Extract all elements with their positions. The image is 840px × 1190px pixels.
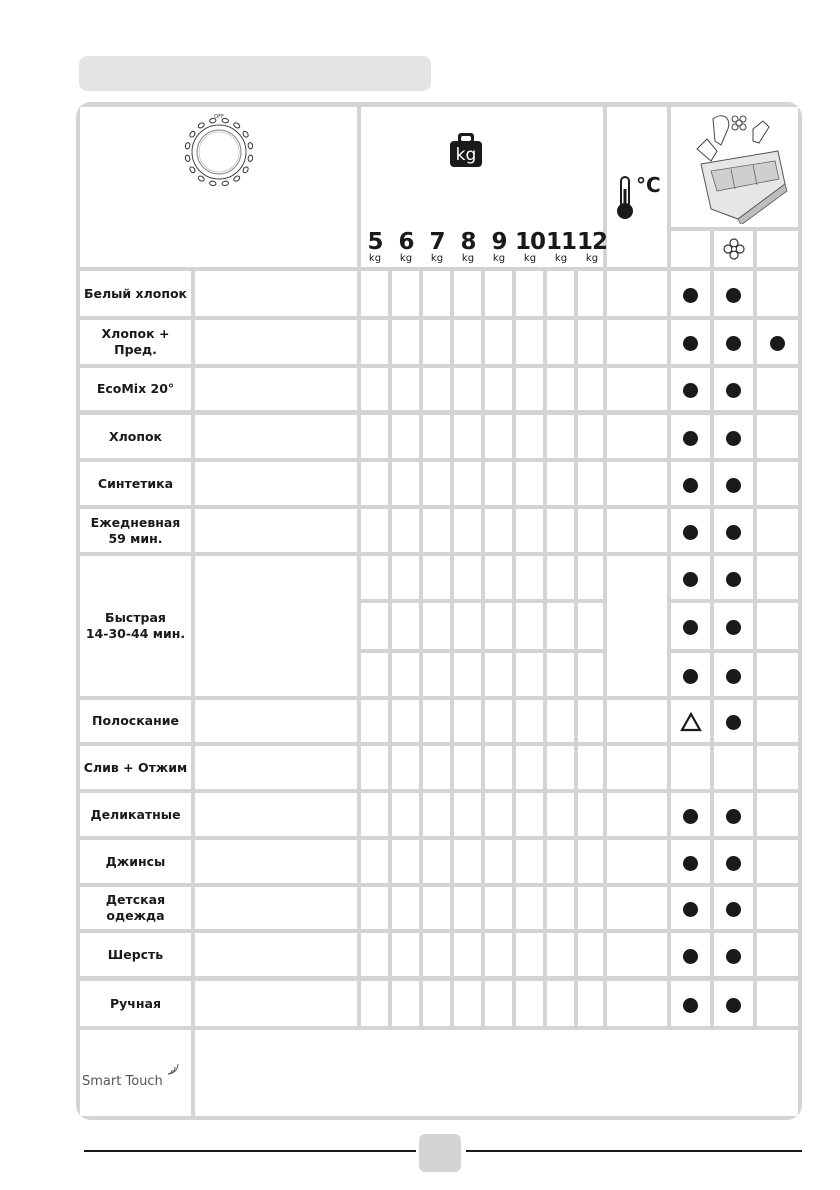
dosage-dot-icon <box>683 525 698 540</box>
dosage-dot-icon <box>683 902 698 917</box>
load-capacity-10 <box>515 231 545 265</box>
program-temperature-cell <box>607 509 667 552</box>
program-name: Хлопок <box>108 428 163 444</box>
load-cell <box>516 981 543 1026</box>
dial-led-icon <box>222 181 229 187</box>
program-name: Быстрая 14-30-44 мин. <box>85 610 186 641</box>
load-cell <box>454 271 481 316</box>
load-cell <box>516 462 543 505</box>
dosage-dot-icon <box>726 809 741 824</box>
program-temperature-cell <box>607 793 667 836</box>
load-cell <box>578 271 603 316</box>
load-cell <box>516 887 543 929</box>
temperature-header-cell <box>607 107 667 267</box>
load-capacity-5 <box>360 231 390 265</box>
smart-touch-description-cell <box>195 1030 798 1116</box>
dosage-cell <box>757 840 798 883</box>
load-cell <box>485 368 512 410</box>
dial-led-icon <box>197 122 205 129</box>
dosage-cell <box>757 509 798 552</box>
load-number: 8 <box>460 229 476 255</box>
load-cell <box>547 271 574 316</box>
program-temperature-cell <box>607 415 667 458</box>
load-cell <box>454 556 481 599</box>
load-cell <box>578 887 603 929</box>
load-cell <box>361 793 388 836</box>
dosage-cell <box>757 603 798 649</box>
load-cell <box>361 368 388 410</box>
load-number: 9 <box>491 229 507 255</box>
load-unit: kg <box>554 253 568 264</box>
thermometer-icon <box>612 175 638 221</box>
program-temperature-cell <box>607 981 667 1026</box>
dosage-cell <box>757 462 798 505</box>
dosage-cell <box>757 368 798 410</box>
load-cell <box>454 603 481 649</box>
dosage-dot-icon <box>726 715 741 730</box>
load-capacity-9 <box>484 231 514 265</box>
load-cell <box>485 981 512 1026</box>
load-cell <box>547 556 574 599</box>
program-description-cell <box>195 368 357 410</box>
load-cell <box>423 368 450 410</box>
load-cell <box>547 981 574 1026</box>
program-description-cell <box>195 933 357 976</box>
load-cell <box>578 415 603 458</box>
dosage-dot-icon <box>683 572 698 587</box>
temperature-unit-label: °C <box>636 173 661 197</box>
dosage-dot-icon <box>770 336 785 351</box>
dosage-dot-icon <box>726 949 741 964</box>
load-cell <box>423 271 450 316</box>
dosage-cell <box>757 981 798 1026</box>
dosage-dot-icon <box>726 856 741 871</box>
load-unit: kg <box>492 253 506 264</box>
load-cell <box>392 509 419 552</box>
load-cell <box>454 700 481 742</box>
program-description-cell <box>195 415 357 458</box>
load-cell <box>485 840 512 883</box>
load-cell <box>423 840 450 883</box>
load-cell <box>392 840 419 883</box>
detergent-drawer-icon <box>683 109 793 224</box>
dosage-dot-icon <box>726 478 741 493</box>
load-cell <box>485 933 512 976</box>
load-cell <box>423 981 450 1026</box>
dial-led-icon <box>248 155 254 162</box>
dosage-dot-icon <box>683 478 698 493</box>
dosage-cell <box>714 746 753 789</box>
load-cell <box>547 415 574 458</box>
load-cell <box>361 462 388 505</box>
program-temperature-cell <box>607 462 667 505</box>
load-cell <box>485 415 512 458</box>
load-capacity-12 <box>577 231 607 265</box>
load-cell <box>423 793 450 836</box>
program-temperature-cell <box>607 320 667 364</box>
load-cell <box>423 746 450 789</box>
load-cell <box>547 887 574 929</box>
load-cell <box>392 415 419 458</box>
softener-flower-icon <box>723 238 745 260</box>
dial-led-icon <box>248 142 254 149</box>
load-cell <box>392 981 419 1026</box>
load-cell <box>392 556 419 599</box>
load-cell <box>578 556 603 599</box>
program-description-cell <box>195 509 357 552</box>
load-cell <box>485 556 512 599</box>
load-cell <box>516 840 543 883</box>
program-name: Ручная <box>110 995 161 1011</box>
load-capacity-11 <box>546 231 576 265</box>
program-dial-icon <box>179 110 259 190</box>
dosage-dot-icon <box>683 809 698 824</box>
program-description-cell <box>195 700 357 742</box>
weight-kg-icon <box>446 129 486 169</box>
section-title-bar <box>79 56 431 91</box>
load-cell <box>423 320 450 364</box>
program-name: Джинсы <box>105 853 166 869</box>
load-cell <box>454 320 481 364</box>
load-cell <box>454 840 481 883</box>
program-description-cell <box>195 556 357 696</box>
dosage-cell <box>671 746 710 789</box>
load-number: 5 <box>367 229 383 255</box>
dosage-dot-icon <box>726 669 741 684</box>
load-cell <box>578 603 603 649</box>
program-description-cell <box>195 320 357 364</box>
load-cell <box>516 320 543 364</box>
load-cell <box>578 981 603 1026</box>
load-cell <box>423 653 450 696</box>
smart-touch-text: Smart Touch <box>82 1074 163 1089</box>
load-cell <box>516 509 543 552</box>
dosage-dot-icon <box>683 288 698 303</box>
load-cell <box>392 368 419 410</box>
load-cell <box>361 746 388 789</box>
load-cell <box>547 653 574 696</box>
dosage-dot-icon <box>726 431 741 446</box>
dosage-dot-icon <box>683 669 698 684</box>
load-cell <box>547 462 574 505</box>
load-cell <box>392 933 419 976</box>
program-temperature-cell <box>607 368 667 410</box>
dosage-cell <box>757 746 798 789</box>
load-cell <box>516 271 543 316</box>
footer-rule-left <box>84 1150 416 1152</box>
program-description-cell <box>195 746 357 789</box>
load-cell <box>547 320 574 364</box>
dosage-cell <box>757 415 798 458</box>
load-cell <box>516 793 543 836</box>
load-cell <box>578 462 603 505</box>
load-cell <box>547 933 574 976</box>
load-cell <box>423 556 450 599</box>
load-unit: kg <box>368 253 382 264</box>
kg-icon-label: kg <box>455 145 477 165</box>
load-cell <box>361 840 388 883</box>
program-name: Детская одежда <box>105 892 166 923</box>
load-cell <box>423 603 450 649</box>
dosage-dot-icon <box>683 998 698 1013</box>
load-cell <box>392 271 419 316</box>
program-description-cell <box>195 462 357 505</box>
main-wash-column-header <box>671 231 710 267</box>
program-temperature-cell <box>607 746 667 789</box>
dial-led-icon <box>189 130 196 138</box>
program-description-cell <box>195 840 357 883</box>
program-description-cell <box>195 981 357 1026</box>
load-cell <box>454 746 481 789</box>
load-cell <box>485 462 512 505</box>
dial-led-icon <box>197 175 205 182</box>
dial-led-icon <box>242 166 249 174</box>
dial-led-icon <box>185 155 191 162</box>
program-name: Полоскание <box>92 713 179 728</box>
dosage-cell <box>757 793 798 836</box>
program-temperature-cell <box>607 840 667 883</box>
load-cell <box>516 556 543 599</box>
dial-led-icon <box>185 142 191 149</box>
load-cell <box>547 700 574 742</box>
load-cell <box>392 700 419 742</box>
dosage-dot-icon <box>726 620 741 635</box>
load-cell <box>361 320 388 364</box>
dosage-dot-icon <box>726 902 741 917</box>
dial-led-icon <box>189 166 196 174</box>
load-cell <box>361 415 388 458</box>
load-cell <box>578 840 603 883</box>
load-cell <box>547 840 574 883</box>
program-name: Синтетика <box>97 475 174 491</box>
load-cell <box>423 933 450 976</box>
dosage-dot-icon <box>726 383 741 398</box>
load-cell <box>516 700 543 742</box>
load-cell <box>516 933 543 976</box>
load-cell <box>423 700 450 742</box>
load-unit: kg <box>399 253 413 264</box>
load-capacity-8 <box>453 231 483 265</box>
load-cell <box>361 981 388 1026</box>
dial-led-icon <box>233 122 241 129</box>
load-cell <box>454 981 481 1026</box>
load-cell <box>423 415 450 458</box>
load-cell <box>454 887 481 929</box>
dosage-dot-icon <box>683 383 698 398</box>
load-cell <box>485 793 512 836</box>
load-cell <box>392 462 419 505</box>
dosage-dot-icon <box>683 336 698 351</box>
load-unit: kg <box>585 253 599 264</box>
load-cell <box>578 746 603 789</box>
load-cell <box>485 603 512 649</box>
load-cell <box>392 746 419 789</box>
program-name: EcoMix 20° <box>96 381 175 396</box>
program-name: Деликатные <box>90 806 181 822</box>
load-cell <box>361 933 388 976</box>
dosage-triangle-icon <box>680 712 702 732</box>
load-number: 11 <box>546 229 577 255</box>
load-capacity-6 <box>391 231 421 265</box>
load-cell <box>485 271 512 316</box>
footer-rule-right <box>466 1150 802 1152</box>
dosage-dot-icon <box>726 998 741 1013</box>
load-cell <box>578 509 603 552</box>
load-cell <box>392 793 419 836</box>
detergent-drawer-cell <box>671 107 798 227</box>
page-number-box <box>419 1134 461 1172</box>
load-number: 6 <box>398 229 414 255</box>
load-cell <box>392 887 419 929</box>
dosage-dot-icon <box>683 620 698 635</box>
load-cell <box>516 603 543 649</box>
program-name: Белый хлопок <box>83 285 188 301</box>
dosage-dot-icon <box>726 288 741 303</box>
load-unit: kg <box>523 253 537 264</box>
dosage-dot-icon <box>683 856 698 871</box>
softener-column-header <box>714 231 753 267</box>
load-cell <box>516 746 543 789</box>
dosage-dot-icon <box>726 572 741 587</box>
load-cell <box>578 933 603 976</box>
load-cell <box>485 700 512 742</box>
load-cell <box>392 603 419 649</box>
load-cell <box>361 653 388 696</box>
dial-led-icon <box>233 175 241 182</box>
dosage-cell <box>757 887 798 929</box>
program-name: Шерсть <box>107 946 164 962</box>
dial-led-icon <box>209 181 216 187</box>
load-cell <box>485 509 512 552</box>
load-cell <box>454 653 481 696</box>
dial-led-icon <box>242 130 249 138</box>
load-number: 10 <box>515 229 546 255</box>
load-cell <box>485 746 512 789</box>
load-cell <box>516 368 543 410</box>
load-cell <box>392 320 419 364</box>
load-cell <box>454 509 481 552</box>
load-cell <box>547 746 574 789</box>
load-cell <box>547 509 574 552</box>
nfc-wave-icon <box>166 1062 180 1076</box>
program-temperature-cell <box>607 933 667 976</box>
program-name: Ежедневная 59 мин. <box>90 514 181 546</box>
load-cell <box>423 509 450 552</box>
load-cell <box>454 415 481 458</box>
load-capacity-7 <box>422 231 452 265</box>
load-cell <box>361 700 388 742</box>
load-cell <box>578 653 603 696</box>
dosage-cell <box>757 271 798 316</box>
load-cell <box>547 368 574 410</box>
svg-text:OFF: OFF <box>214 114 224 120</box>
load-cell <box>423 462 450 505</box>
load-cell <box>578 320 603 364</box>
load-cell <box>485 887 512 929</box>
load-cell <box>454 933 481 976</box>
program-description-cell <box>195 887 357 929</box>
load-cell <box>454 793 481 836</box>
dosage-cell <box>757 653 798 696</box>
program-description-cell <box>195 271 357 316</box>
load-cell <box>578 793 603 836</box>
load-cell <box>423 887 450 929</box>
load-cell <box>485 320 512 364</box>
load-cell <box>361 509 388 552</box>
program-temperature-cell <box>607 700 667 742</box>
dosage-cell <box>757 556 798 599</box>
load-cell <box>578 368 603 410</box>
dosage-dot-icon <box>726 336 741 351</box>
load-cell <box>547 793 574 836</box>
program-name: Слив + Отжим <box>83 759 188 775</box>
load-cell <box>516 415 543 458</box>
load-unit: kg <box>461 253 475 264</box>
prewash-column-header <box>757 231 798 267</box>
load-cell <box>361 887 388 929</box>
dosage-dot-icon <box>683 431 698 446</box>
load-cell <box>392 653 419 696</box>
load-cell <box>485 653 512 696</box>
load-cell <box>454 462 481 505</box>
load-cell <box>361 271 388 316</box>
dosage-cell <box>757 700 798 742</box>
load-cell <box>516 653 543 696</box>
program-temperature-cell <box>607 887 667 929</box>
program-description-cell <box>195 793 357 836</box>
load-cell <box>547 603 574 649</box>
load-cell <box>578 700 603 742</box>
dosage-dot-icon <box>683 949 698 964</box>
load-number: 12 <box>577 229 608 255</box>
dosage-cell <box>757 933 798 976</box>
load-cell <box>361 556 388 599</box>
program-temperature-cell <box>607 556 667 696</box>
smart-touch-label <box>82 1071 181 1089</box>
dosage-dot-icon <box>726 525 741 540</box>
load-number: 7 <box>429 229 445 255</box>
dial-header-cell <box>80 107 357 267</box>
program-temperature-cell <box>607 271 667 316</box>
load-unit: kg <box>430 253 444 264</box>
load-cell <box>454 368 481 410</box>
load-cell <box>361 603 388 649</box>
program-name: Хлопок + Пред. <box>101 326 170 357</box>
